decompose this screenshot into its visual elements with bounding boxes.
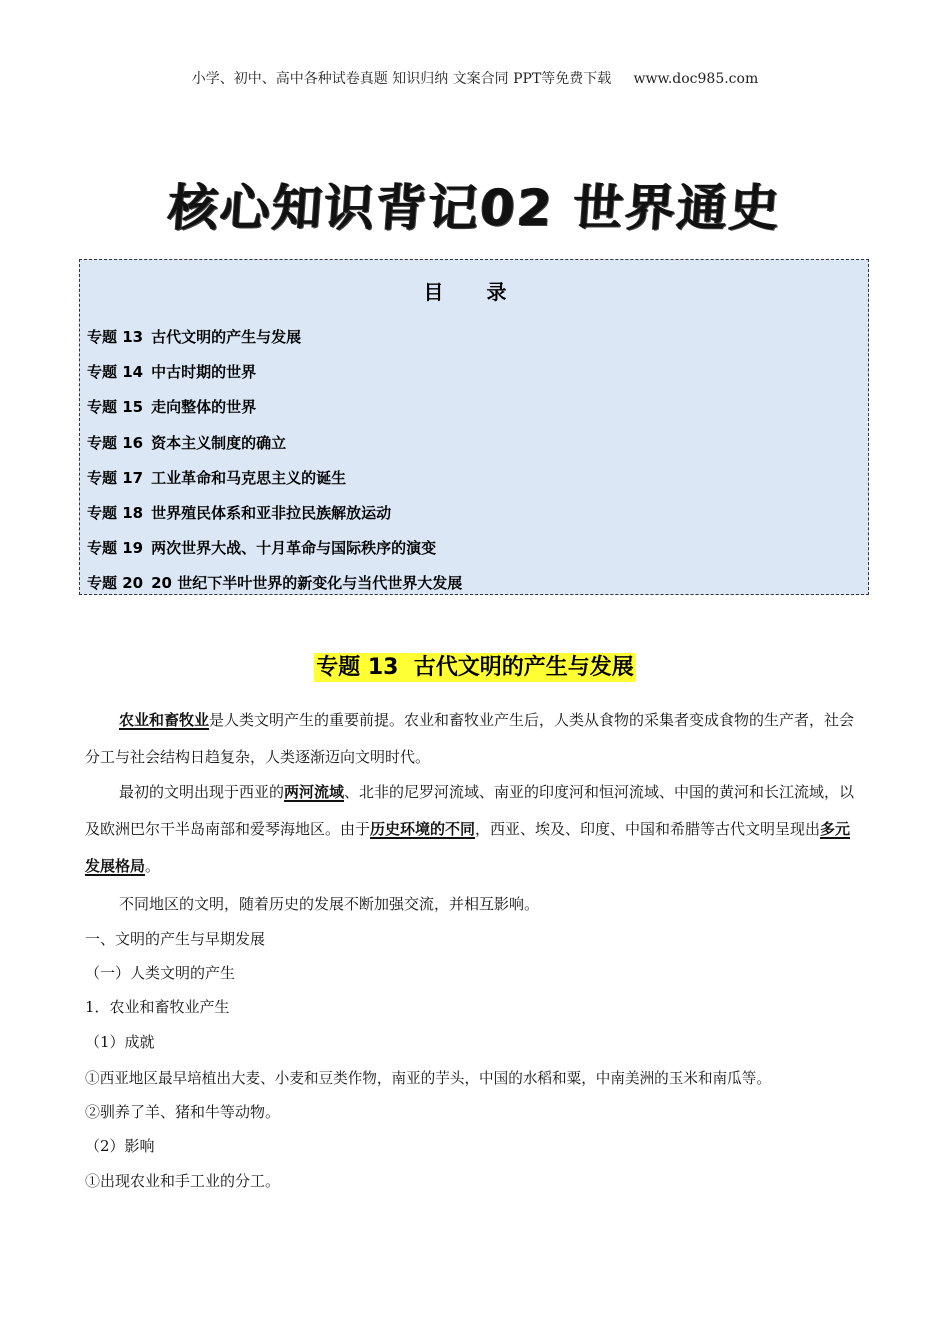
paragraph-civilizations: 最初的文明出现于西亚的两河流域、北非的尼罗河流域、南亚的印度河和恒河流域、中国的黄河和长江流域，以及欧洲巴尔干半岛南部和爱琴海地区。由于历史环境的不同，西亚、埃及、印度、中国和希腊等古代文明呈现出多元发展格局。 — [85, 783, 855, 875]
list-item: ①出现农业和手工业的分工。 — [85, 1172, 281, 1190]
heading-level-1: 一、文明的产生与早期发展 — [85, 930, 266, 948]
list-item: ②驯养了羊、猪和牛等动物。 — [85, 1103, 281, 1121]
toc-item[interactable]: 专题 16 资本主义制度的确立 — [87, 433, 287, 452]
table-of-contents — [79, 259, 869, 595]
key-term: 农业和畜牧业 — [119, 711, 210, 729]
paragraph-exchange: 不同地区的文明，随着历史的发展不断加强交流，并相互影响。 — [119, 895, 540, 913]
heading-level-4: （2）影响 — [85, 1137, 155, 1155]
heading-level-3: 1．农业和畜牧业产生 — [85, 998, 230, 1016]
toc-item[interactable]: 专题 17 工业革命和马克思主义的诞生 — [87, 468, 347, 487]
key-term: 历史环境的不同 — [370, 820, 476, 838]
section-title: 专题 13 古代文明的产生与发展 — [316, 655, 634, 680]
toc-item[interactable]: 专题 14 中古时期的世界 — [87, 363, 257, 382]
paragraph-intro: 农业和畜牧业是人类文明产生的重要前提。农业和畜牧业产生后，人类从食物的采集者变成食物的生产者，社会分工与社会结构日趋复杂，人类逐渐迈向文明时代。 — [85, 711, 855, 766]
heading-level-4: （1）成就 — [85, 1033, 155, 1051]
document-title: 核心知识背记02 世界通史 — [166, 179, 784, 237]
key-term: 两河流域 — [284, 783, 345, 801]
page-header: 小学、初中、高中各种试卷真题 知识归纳 文案合同 PPT等免费下载 www.doc985.com — [191, 71, 759, 87]
toc-item[interactable]: 专题 13 古代文明的产生与发展 — [87, 328, 302, 346]
key-term: 多元发展格局 — [85, 820, 851, 875]
toc-heading: 目 录 — [423, 280, 525, 304]
toc-item[interactable]: 专题 20 20 世纪下半叶世界的新变化与当代世界大发展 — [87, 574, 463, 593]
list-item: ①西亚地区最早培植出大麦、小麦和豆类作物，南亚的芋头，中国的水稻和粟，中南美洲的玉米和南瓜等。 — [85, 1070, 771, 1087]
heading-level-2: （一）人类文明的产生 — [85, 964, 236, 982]
toc-list — [87, 320, 462, 602]
toc-item[interactable]: 专题 18 世界殖民体系和亚非拉民族解放运动 — [87, 503, 392, 522]
toc-item[interactable]: 专题 19 两次世界大战、十月革命与国际秩序的演变 — [87, 539, 437, 558]
toc-item[interactable]: 专题 15 走向整体的世界 — [87, 398, 257, 417]
